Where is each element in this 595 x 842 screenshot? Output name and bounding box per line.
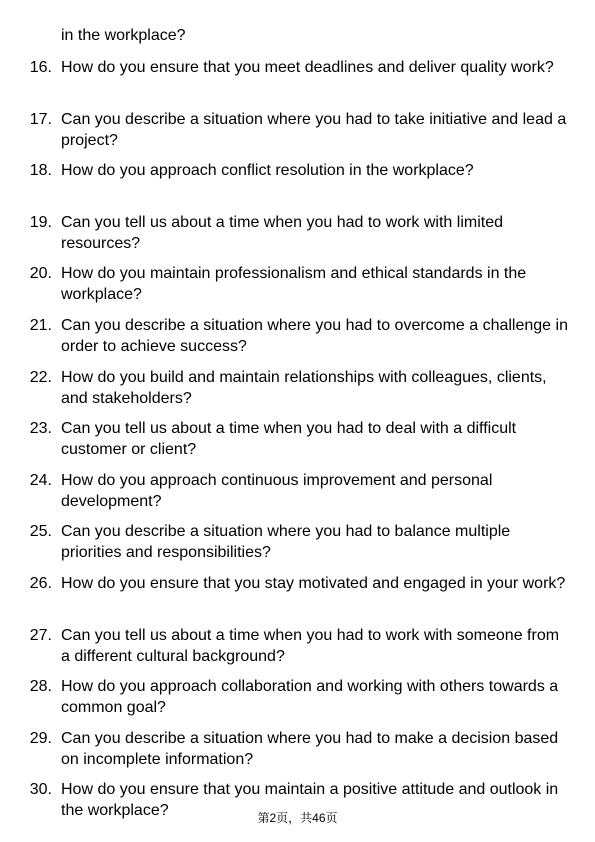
list-item — [0, 418, 595, 470]
question-number: 16. — [29, 59, 52, 76]
question-text: Can you tell us about a time when you had to work with someone from a different cultural background? — [61, 626, 560, 665]
page-footer: 第2页，共46页 — [257, 811, 338, 825]
question-text: How do you ensure that you stay motivated and engaged in your work? — [61, 574, 566, 592]
question-text: Can you tell us about a time when you had to deal with a difficult customer or client? — [61, 420, 517, 459]
question-number: 19. — [29, 213, 52, 231]
list-item — [0, 57, 595, 109]
question-text: How do you build and maintain relationships with colleagues, clients, and stakeholders? — [61, 368, 547, 407]
list-item — [0, 573, 595, 625]
question-list — [0, 57, 595, 831]
question-text: How do you ensure that you maintain a positive attitude and outlook in the workplace? — [61, 781, 559, 820]
question-text: How do you approach collaboration and working with others towards a common goal? — [61, 678, 559, 717]
question-number: 18. — [29, 162, 52, 180]
question-number: 22. — [29, 368, 52, 386]
list-item — [0, 521, 595, 573]
question-text: Can you describe a situation where you had to make a decision based on incomplete information? — [61, 729, 559, 768]
question-number: 25. — [29, 523, 52, 541]
question-number: 28. — [29, 678, 52, 696]
list-item — [0, 470, 595, 522]
question-number: 17. — [29, 110, 52, 128]
question-text: How do you ensure that you meet deadlines and deliver quality work? — [61, 59, 554, 76]
list-item — [0, 676, 595, 728]
list-item — [0, 625, 595, 677]
question-number: 26. — [29, 574, 52, 592]
list-item — [0, 367, 595, 419]
list-item — [0, 263, 595, 315]
question-text: Can you describe a situation where you had to balance multiple priorities and responsibilities? — [61, 523, 511, 562]
question-number: 27. — [29, 626, 52, 644]
question-number: 24. — [29, 471, 52, 489]
list-item — [0, 160, 595, 212]
question-text: How do you approach continuous improvement and personal development? — [61, 471, 493, 510]
question-text: How do you approach conflict resolution in the workplace? — [61, 162, 474, 180]
question-text: Can you tell us about a time when you had to work with limited resources? — [61, 213, 504, 252]
question-number: 20. — [29, 265, 52, 283]
question-text: Can you describe a situation where you had to take initiative and lead a project? — [61, 110, 567, 149]
question-text: How do you maintain professionalism and ethical standards in the workplace? — [61, 265, 527, 304]
list-item — [0, 109, 595, 161]
question-number: 29. — [29, 729, 52, 747]
continued-question-text: in the workplace? — [61, 27, 186, 44]
list-item — [0, 315, 595, 367]
question-number: 30. — [29, 781, 52, 799]
question-number: 23. — [29, 420, 52, 438]
question-text: Can you describe a situation where you had to overcome a challenge in order to achieve success? — [61, 316, 568, 355]
list-item — [0, 728, 595, 780]
list-item — [0, 212, 595, 264]
question-number: 21. — [29, 316, 52, 334]
